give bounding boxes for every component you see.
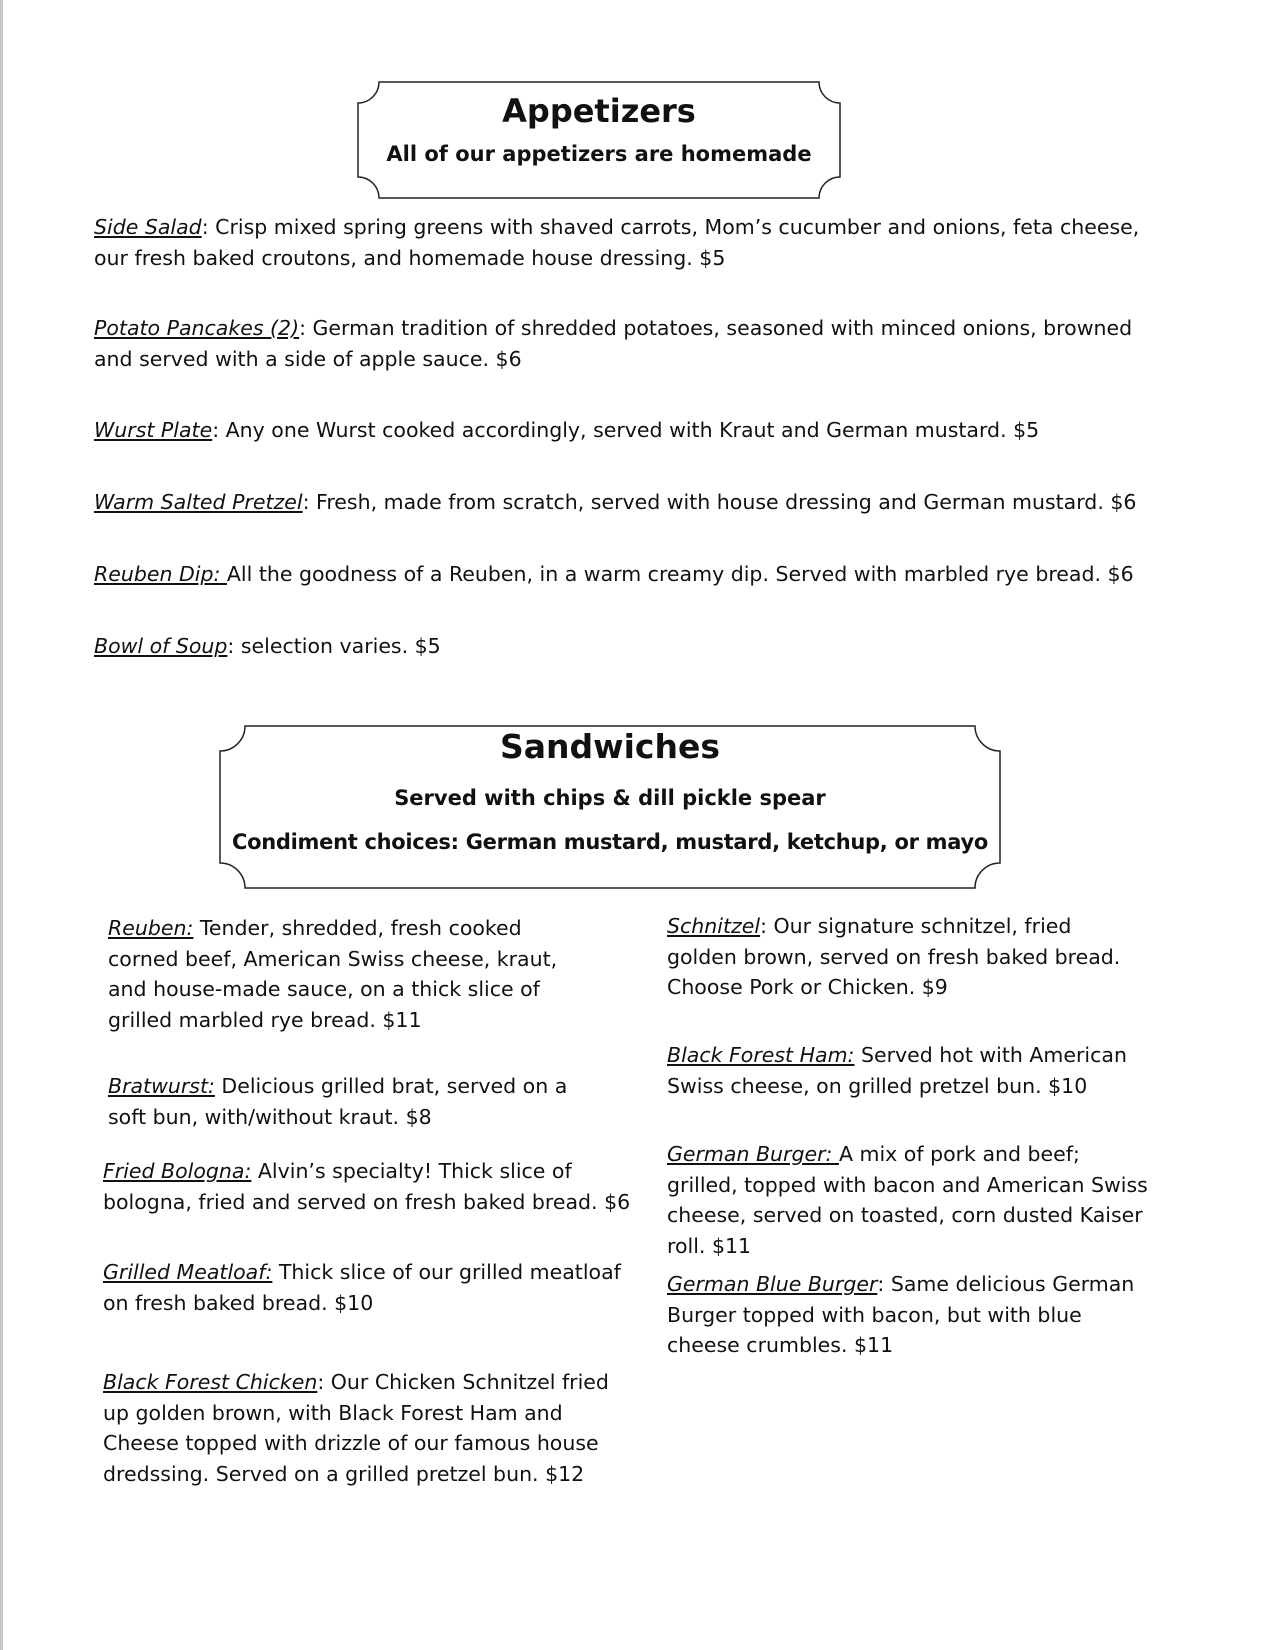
page-left-edge — [0, 0, 3, 1650]
sandwich-name: Fried Bologna: — [103, 1159, 252, 1183]
sandwich-name: Schnitzel — [667, 914, 761, 938]
appetizer-name: Potato Pancakes (2) — [94, 316, 300, 340]
appetizer-item — [94, 415, 1194, 446]
sandwich-name: Black Forest Chicken — [103, 1370, 318, 1394]
sandwich-desc: : Our Chicken Schnitzel fried up golden brown, with Black Forest Ham and Cheese topped with drizzle of our famous house dredssing. Served on a grilled pretzel bun. $12 — [103, 1370, 609, 1486]
sandwich-desc: Served hot with American Swiss cheese, on grilled pretzel bun. $10 — [667, 1043, 1127, 1098]
appetizer-item — [94, 313, 1164, 374]
sandwich-name: German Blue Burger — [667, 1272, 878, 1296]
sandwich-item — [667, 1139, 1157, 1261]
sandwich-item — [667, 911, 1147, 1003]
sandwiches-banner — [219, 725, 1001, 889]
sandwiches-title: Sandwiches — [499, 727, 721, 766]
sandwich-name: Reuben: — [108, 916, 194, 940]
appetizers-subtitle: All of our appetizers are homemade — [386, 142, 812, 166]
sandwich-item — [103, 1156, 648, 1217]
appetizer-name: Wurst Plate — [94, 418, 213, 442]
appetizer-desc: : Any one Wurst cooked accordingly, served with Kraut and German mustard. $5 — [212, 418, 1040, 442]
sandwich-item — [103, 1257, 643, 1318]
sandwich-desc: : Same delicious German Burger topped with bacon, but with blue cheese crumbles. $11 — [667, 1272, 1135, 1357]
sandwich-item — [108, 1071, 578, 1132]
appetizer-desc: : German tradition of shredded potatoes, seasoned with minced onions, browned and served with a side of apple sauce. $6 — [94, 316, 1133, 371]
sandwich-name: Grilled Meatloaf: — [103, 1260, 273, 1284]
appetizer-desc: All the goodness of a Reuben, in a warm creamy dip. Served with marbled rye bread. $6 — [226, 562, 1134, 586]
appetizers-banner — [357, 81, 841, 199]
appetizer-desc: : selection varies. $5 — [227, 634, 441, 658]
sandwich-name: German Burger: — [667, 1142, 839, 1166]
sandwich-desc: Tender, shredded, fresh cooked corned beef, American Swiss cheese, kraut, and house-made sauce, on a thick slice of grilled marbled rye bread. $11 — [108, 916, 558, 1032]
appetizers-title: Appetizers — [502, 92, 696, 130]
sandwich-desc: Thick slice of our grilled meatloaf on fresh baked bread. $10 — [103, 1260, 621, 1315]
appetizer-name: Warm Salted Pretzel — [94, 490, 303, 514]
sandwich-name: Bratwurst: — [108, 1074, 215, 1098]
sandwiches-subtitle: Served with chips & dill pickle spear — [394, 786, 826, 810]
appetizer-name: Bowl of Soup — [94, 634, 228, 658]
sandwich-desc: A mix of pork and beef; grilled, topped with bacon and American Swiss cheese, served on toasted, corn dusted Kaiser roll. $11 — [667, 1142, 1148, 1258]
sandwich-desc: Alvin’s specialty! Thick slice of bologna, fried and served on fresh baked bread. $6 — [103, 1159, 631, 1214]
sandwich-item — [103, 1367, 628, 1489]
sandwich-desc: : Our signature schnitzel, fried golden brown, served on fresh baked bread. Choose Pork or Chicken. $9 — [667, 914, 1121, 999]
appetizer-desc: : Crisp mixed spring greens with shaved carrots, Mom’s cucumber and onions, feta cheese, our fresh baked croutons, and homemade house dressing. $5 — [94, 215, 1140, 270]
condiment-choices: Condiment choices: German mustard, mustard, ketchup, or mayo — [232, 830, 988, 854]
appetizer-item — [94, 631, 994, 662]
appetizer-item — [94, 559, 1194, 590]
sandwich-item — [108, 913, 588, 1035]
appetizer-name: Reuben Dip: — [94, 562, 227, 586]
sandwich-item — [667, 1040, 1137, 1101]
sandwich-desc: Delicious grilled brat, served on a soft bun, with/without kraut. $8 — [108, 1074, 568, 1129]
sandwich-name: Black Forest Ham: — [667, 1043, 855, 1067]
sandwich-item — [667, 1269, 1152, 1361]
appetizer-item — [94, 487, 1194, 518]
appetizer-name: Side Salad — [94, 215, 202, 239]
appetizer-item — [94, 212, 1159, 273]
appetizer-desc: : Fresh, made from scratch, served with house dressing and German mustard. $6 — [302, 490, 1137, 514]
